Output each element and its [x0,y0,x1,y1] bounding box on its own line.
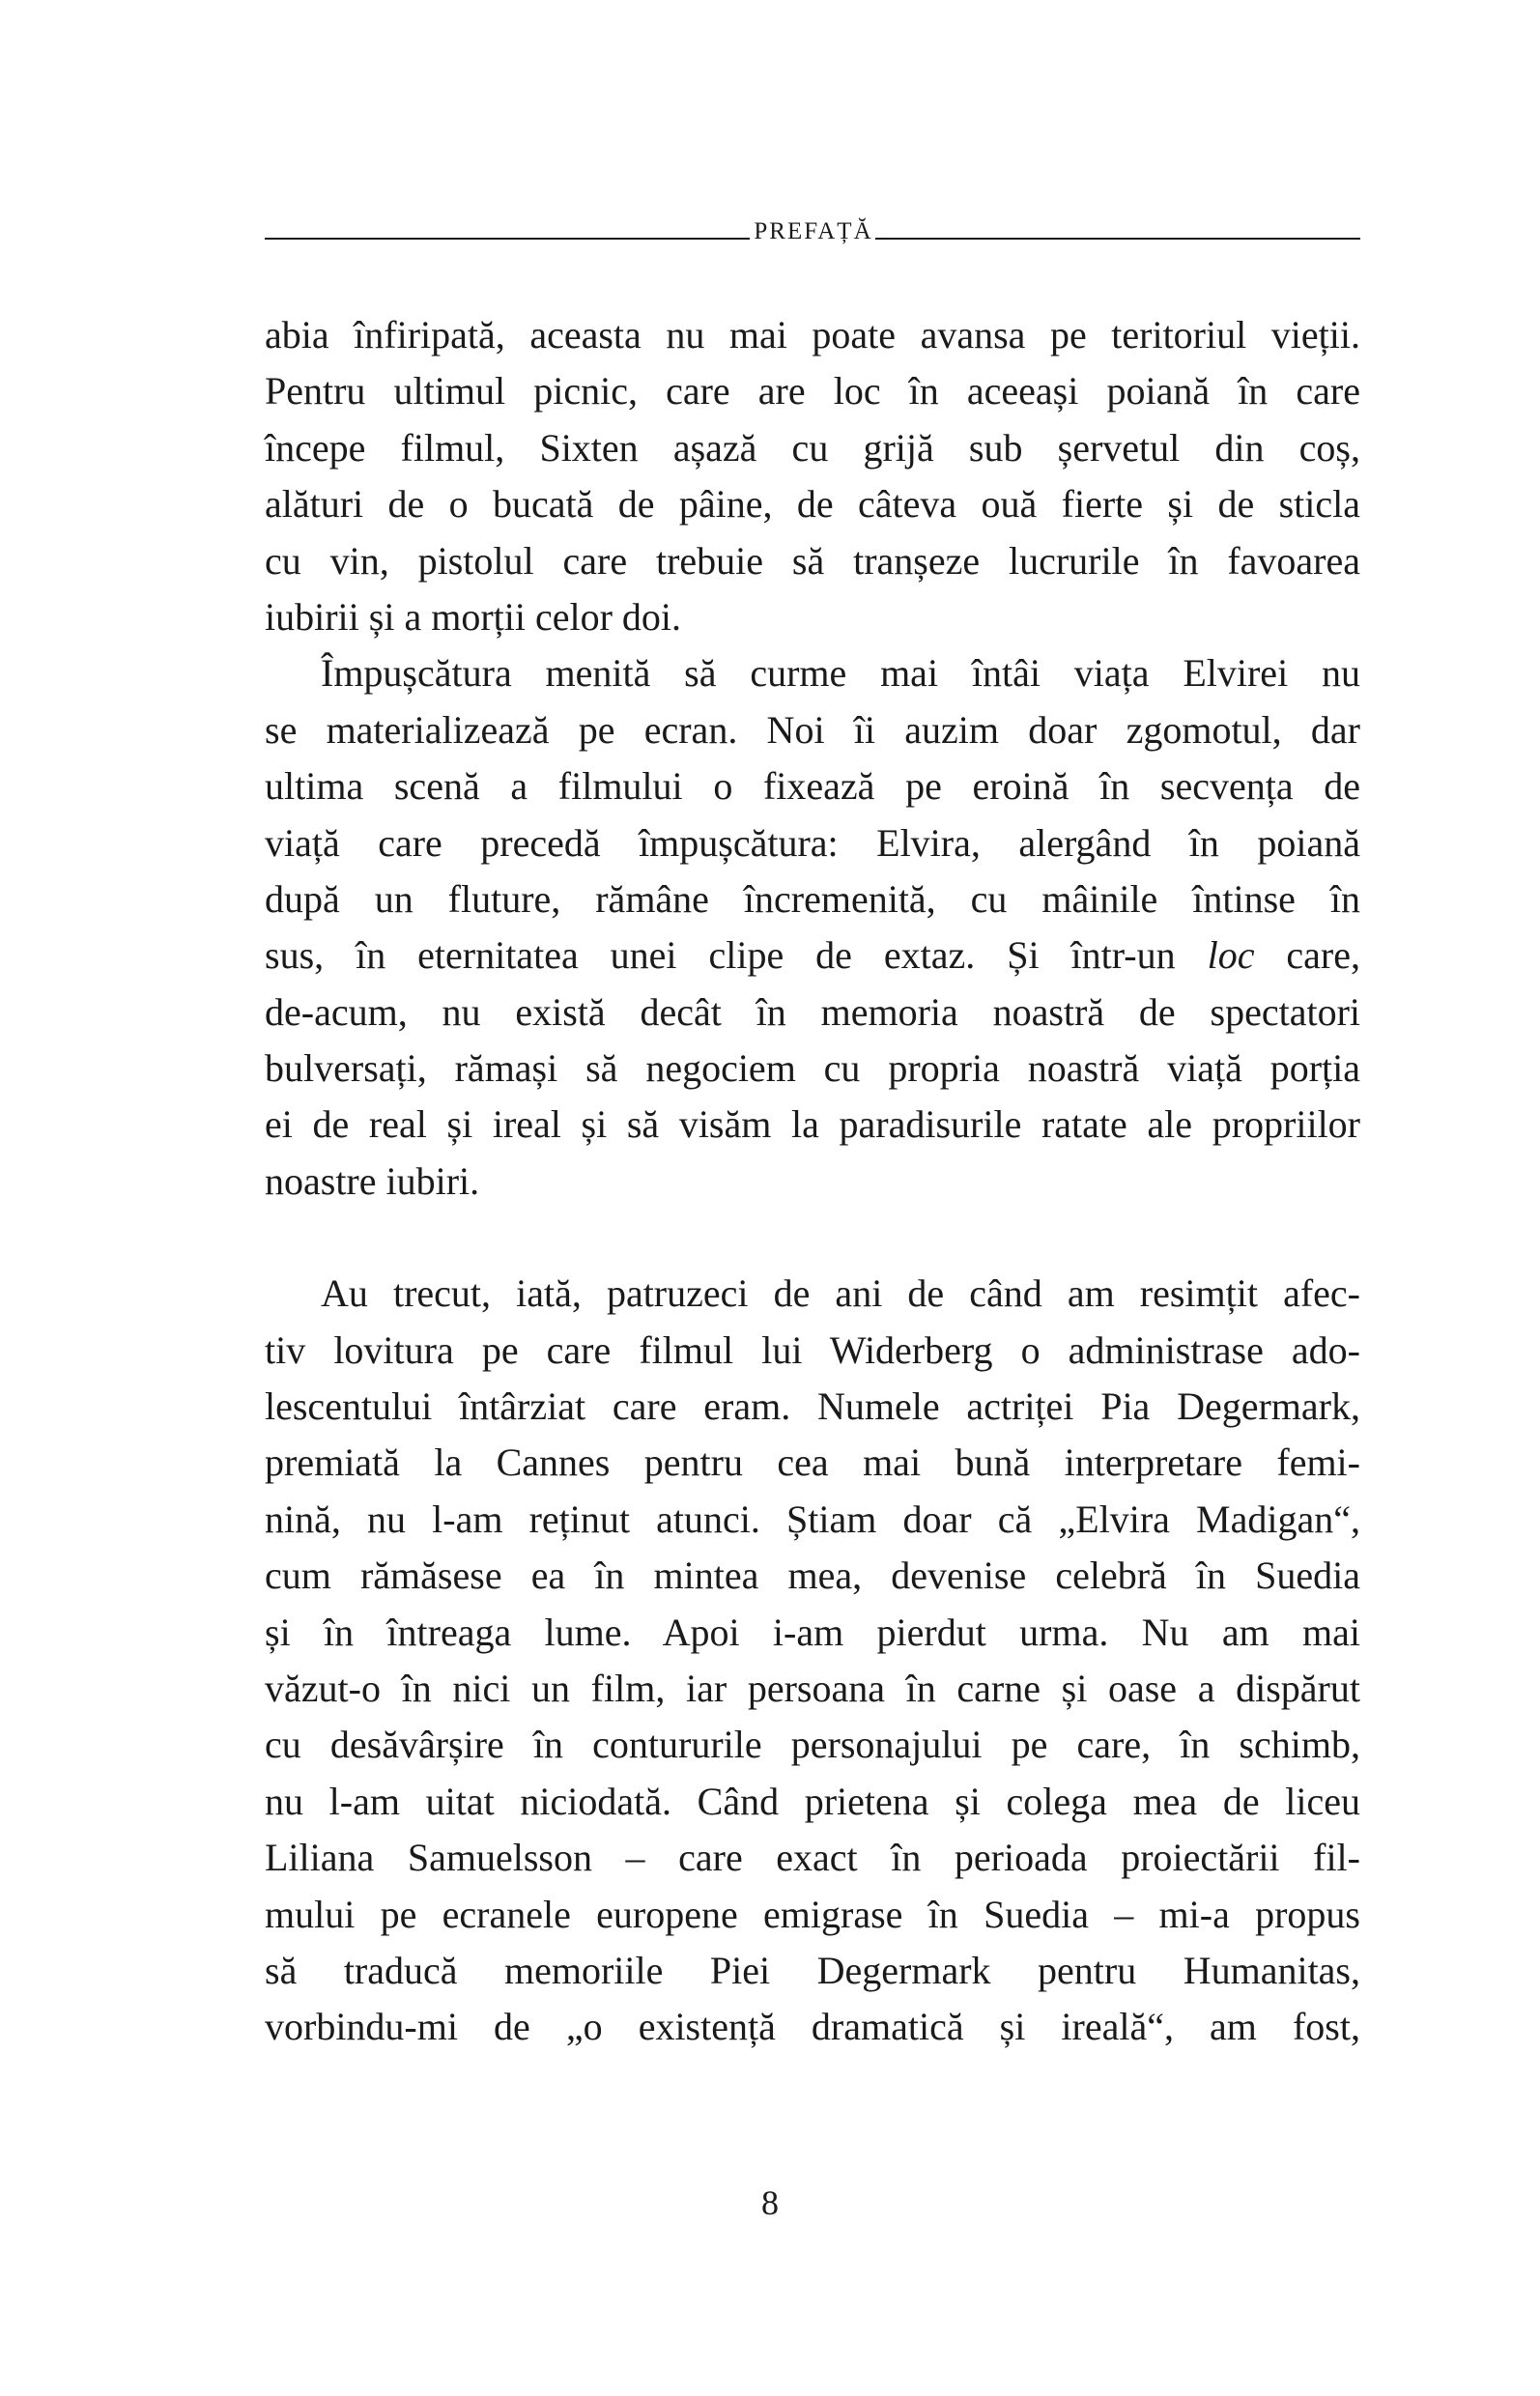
text-line: se materializează pe ecran. Noi îi auzim doar zgomotul, dar [265,707,1360,752]
text-line: cum rămăsese ea în mintea mea, devenise celebră în Suedia [265,1554,1360,1598]
text-line: vorbindu-mi de „o existență dramatică și ireală“, am fost, [265,2005,1360,2049]
text-line: iubirii și a morții celor doi. [265,594,682,639]
running-head-rule-right [875,238,1360,240]
text-line: ultima scenă a filmului o fixează pe eroină în secvența de [265,764,1360,809]
text-line: lescentului întârziat care eram. Numele actriței Pia Degermark, [265,1384,1360,1429]
text-line: mului pe ecranele europene emigrase în Suedia – mi-a propus [265,1892,1360,1936]
section-gap [265,1210,1360,1266]
text-line: abia înfiripată, aceasta nu mai poate avansa pe teritoriul vieții. [265,313,1360,357]
text-line: văzut-o în nici un film, iar persoana în carne și oase a dispărut [265,1666,1360,1710]
text-segment: care, [1286,933,1361,978]
text-line: cu vin, pistolul care trebuie să tranșeze lucrurile în favoarea [265,538,1360,583]
text-line: tiv lovitura pe care filmul lui Widerberg o administrase ado- [265,1327,1360,1372]
text-line: începe filmul, Sixten așază cu grijă sub șervetul din coș, [265,425,1360,470]
running-head-title: PREFAȚĂ [754,218,873,244]
text-line: noastre iubiri. [265,1158,480,1203]
text-line: Liliana Samuelsson – care exact în perioada proiectării fil- [265,1836,1360,1880]
text-line: premiată la Cannes pentru cea mai bună interpretare femi- [265,1440,1360,1485]
text-line: să traducă memoriile Piei Degermark pentru Humanitas, [265,1948,1360,1992]
text-line: și în întreaga lume. Apoi i-am pierdut urma. Nu am mai [265,1610,1360,1654]
text-line: alături de o bucată de pâine, de câteva ouă fierte și de sticla [265,482,1360,527]
text-line: cu desăvârșire în contururile personajului pe care, în schimb, [265,1723,1360,1767]
text-line: ei de real și ireal și să visăm la paradisurile ratate ale propriilor [265,1102,1360,1147]
text-segment: sus, în eternitatea unei clipe de extaz. Și într-un [265,933,1176,978]
text-line: nină, nu l-am reținut atunci. Știam doar că „Elvira Madigan“, [265,1497,1360,1541]
text-line [265,927,1360,984]
text-line: viață care precedă împușcătura: Elvira, alergând în poiană [265,820,1360,865]
body-text [265,307,1360,2056]
text-line: nu l-am uitat niciodată. Când prietena și colega mea de liceu [265,1779,1360,1823]
paragraph [265,307,1360,645]
text-line: Au trecut, iată, patruzeci de ani de când am resimțit afec- [321,1271,1360,1316]
running-head-rule-left [265,238,750,240]
paragraph [265,645,1360,1210]
paragraph [265,1266,1360,2055]
text-line: după un fluture, rămâne încremenită, cu mâinile întinse în [265,876,1360,921]
text-line: de-acum, nu există decât în memoria noastră de spectatori [265,989,1360,1034]
running-head [265,205,1360,243]
page-number: 8 [761,2183,779,2222]
text-line: bulversați, rămași să negociem cu propria noastră viață porția [265,1046,1360,1091]
text-line: Pentru ultimul picnic, care are loc în aceeași poiană în care [265,369,1360,414]
italic-word: loc [1207,933,1255,978]
text-line: Împușcătura menită să curme mai întâi viața Elvirei nu [321,651,1360,696]
